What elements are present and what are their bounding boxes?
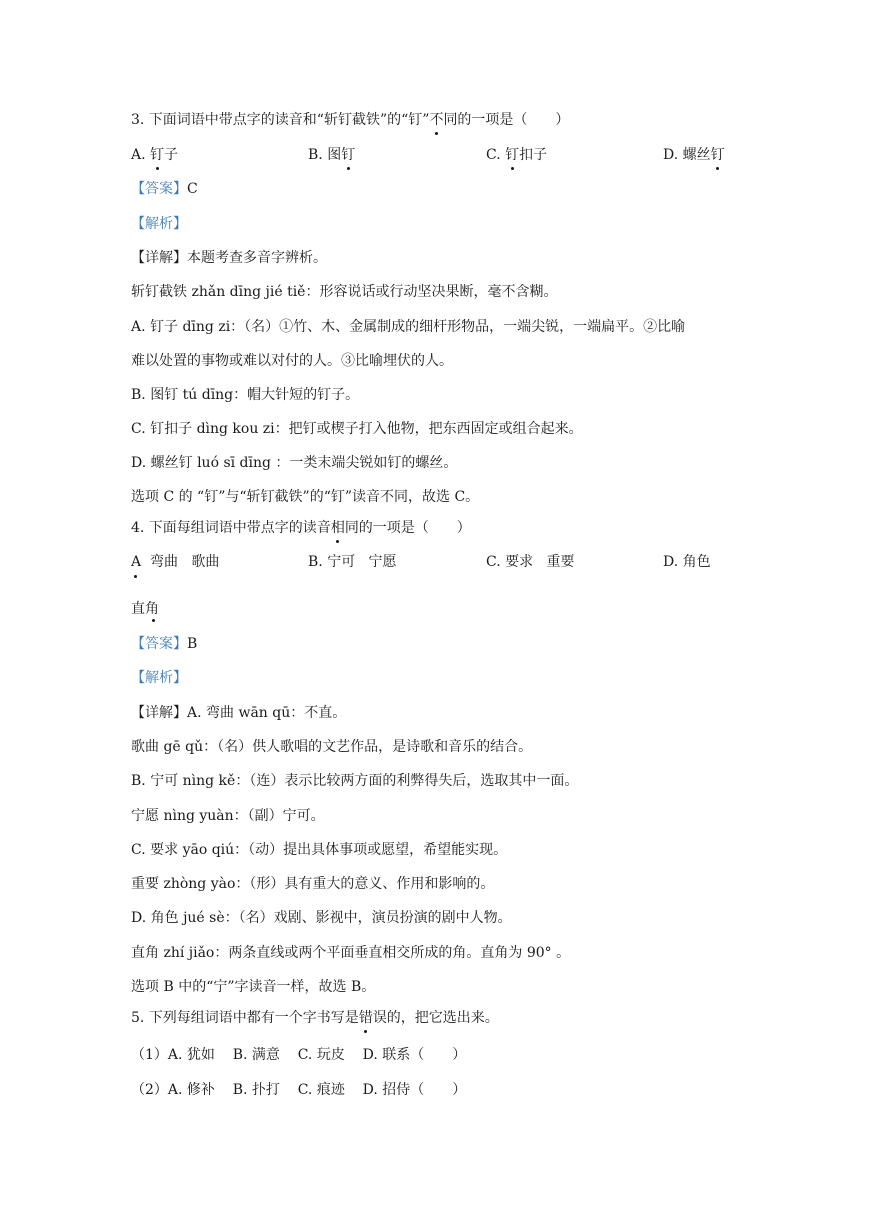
q4-option-c: C. 要求 重要	[486, 554, 575, 570]
q3-option-d: D. 螺丝钉	[663, 147, 725, 163]
q4-detail-line: 歌曲 gē qǔ：（名）供人歌唱的文艺作品，是诗歌和音乐的结合。	[131, 739, 533, 755]
q3-option-c: C. 钉扣子	[486, 147, 548, 163]
q4-detail-line: D. 角色 jué sè：（名）戏剧、影视中，演员扮演的剧中人物。	[131, 910, 512, 926]
q3-detail-line: A. 钉子 dīng zi：（名）①竹、木、金属制成的细杆形物品，一端尖锐，一端扁平。②比喻	[131, 319, 686, 335]
q3-detail-line: B. 图钉 tú dīng：帽大针短的钉子。	[131, 387, 360, 403]
q4-option-b: B. 宁可 宁愿	[308, 554, 397, 570]
emphasis-dot	[134, 575, 137, 578]
q3-option-a: A. 钉子	[131, 147, 179, 163]
answer-value: B	[187, 636, 198, 652]
emphasis-dot	[152, 619, 155, 622]
q3-detail-line: 【详解】本题考查多音字辨析。	[131, 250, 327, 266]
q3-detail-line: 斩钉截铁 zhǎn dīng jié tiě：形容说话或行动坚决果断，毫不含糊。	[131, 284, 558, 300]
q5-row-2: （2）A. 修补 B. 扑打 C. 痕迹 D. 招侍（ ）	[131, 1082, 467, 1098]
emphasis-char: 钉	[150, 147, 165, 163]
q4-detail-line: 选项 B 中的“宁”字读音一样，故选 B。	[131, 979, 376, 995]
q3-detail-line: D. 螺丝钉 luó sī dīng ：一类末端尖锐如钉的螺丝。	[131, 455, 458, 471]
q3-detail-line: C. 钉扣子 dìng kou zi：把钉或楔子打入他物，把东西固定或组合起来。	[131, 421, 583, 437]
q4-detail-line: C. 要求 yāo qiú：（动）提出具体事项或愿望，希望能实现。	[131, 842, 508, 858]
q3-option-b: B. 图钉	[308, 147, 356, 163]
q3-stem: 3. 下面词语中带点字的读音和“斩钉截铁”的“钉”不同的一项是（ ）	[131, 112, 570, 128]
q3-detail-line: 选项 C 的 “钉”与“斩钉截铁”的“钉”读音不同，故选 C。	[131, 489, 480, 505]
q5-stem: 5. 下列每组词语中都有一个字书写是错误的，把它选出来。	[131, 1010, 499, 1026]
q4-detail-line: 宁愿 nìng yuàn：（副）宁可。	[131, 808, 325, 824]
q3-analysis-tag: 【解析】	[131, 216, 187, 232]
q4-stem: 4. 下面每组词语中带点字的读音相同的一项是（ ）	[131, 520, 471, 536]
q4-option-d: D. 角色	[663, 554, 711, 570]
emphasis-char: 钉	[341, 147, 356, 163]
answer-tag: 【答案】	[131, 636, 187, 652]
q4-detail-line: 直角 zhí jiǎo：两条直线或两个平面垂直相交所成的角。直角为 90° 。	[131, 945, 571, 961]
answer-value: C	[187, 181, 198, 197]
emphasis-char: 错	[358, 1010, 373, 1026]
emphasis-char: 不	[429, 112, 444, 128]
q4-option-d-continued: 直角	[131, 601, 159, 617]
emphasis-char: 相	[330, 520, 345, 536]
q4-answer	[131, 634, 197, 654]
q4-analysis-tag: 【解析】	[131, 670, 187, 686]
q5-row-1: （1）A. 犹如 B. 满意 C. 玩皮 D. 联系（ ）	[131, 1047, 467, 1063]
answer-tag: 【答案】	[131, 181, 187, 197]
q4-detail-line: 重要 zhòng yào：（形）具有重大的意义、作用和影响的。	[131, 876, 495, 892]
q4-detail-line: 【详解】A. 弯曲 wān qū：不直。	[131, 705, 347, 721]
q4-detail-line: B. 宁可 nìng kě：（连）表示比较两方面的利弊得失后，选取其中一面。	[131, 773, 579, 789]
emphasis-char: 钉	[710, 147, 725, 163]
q3-answer	[131, 179, 198, 199]
q3-detail-line: 难以处置的事物或难以对付的人。③比喻埋伏的人。	[131, 353, 453, 369]
emphasis-char: 钉	[505, 147, 520, 163]
q4-option-a: A 弯曲 歌曲	[131, 554, 220, 570]
